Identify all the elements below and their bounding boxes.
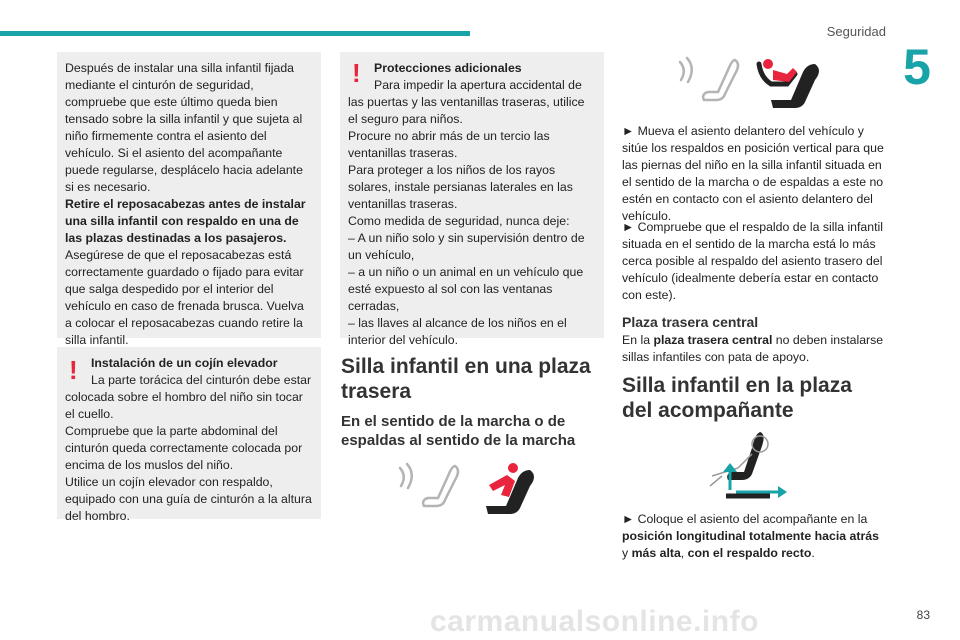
seat-empty-icon <box>400 464 458 506</box>
page-number: 83 <box>916 608 930 622</box>
protection-list-item: – A un niño solo y sin supervisión dentro de un vehículo, <box>348 231 585 262</box>
central-seat-heading: Plaza trasera central <box>622 314 759 330</box>
warning-box-protection <box>340 52 604 347</box>
rear-facing-illustration <box>675 54 825 112</box>
protection-text-3: Para proteger a los niños de los rayos solares, instale persianas laterales en las ventanillas traseras. <box>348 163 573 211</box>
info-box-headrest <box>57 52 321 347</box>
headrest-paragraph: Asegúrese de que el reposacabezas está correctamente guardado o fijado para evitar que salga despedido por el interior del vehículo en caso de frenada brusca. Vuelva a colocar el reposacabezas cuando retire la silla infantil. <box>65 248 304 347</box>
right-paragraph-1: ► Mueva el asiento delantero del vehículo y sitúe los respaldos en posición vertical para que las piernas del niño en la silla infantil situada en el sentido de la marcha o de espaldas a este no estén en contacto con el asiento delantero del vehículo. <box>622 124 884 223</box>
subheading-direction: En el sentido de la marcha o de espaldas al sentido de la marcha <box>341 413 576 449</box>
child-seat-rear-icon <box>759 59 819 108</box>
warning-exclamation-icon: ! <box>69 355 78 385</box>
central-seat-paragraph: En la plaza trasera central no deben instalarse sillas infantiles con pata de apoyo. <box>622 333 884 364</box>
protection-list-item: – las llaves al alcance de los niños en el interior del vehículo. <box>348 316 567 347</box>
booster-text-3: Utilice un cojín elevador con respaldo, equipado con una guía de cinturón a la altura del hombro. <box>65 475 312 523</box>
heading-passenger-seat: Silla infantil en la plaza del acompañante <box>622 374 852 422</box>
booster-text-1: La parte torácica del cinturón debe estar colocada sobre el hombro del niño sin tocar el cuello. <box>65 373 312 421</box>
protection-text-4: Como medida de seguridad, nunca deje: <box>348 214 570 228</box>
chapter-number: 5 <box>903 39 931 95</box>
protection-text-1: Para impedir la apertura accidental de las puertas y las ventanillas traseras, utilice el seguro para niños. <box>348 78 585 126</box>
protection-title: Protecciones adicionales <box>374 61 522 75</box>
rear-seat-illustration <box>395 460 540 518</box>
right-paragraph-2: ► Compruebe que el respaldo de la silla infantil situada en el sentido de la marcha está lo más cerca posible al respaldo del asiento trasero del vehículo (idealmente debería estar en contacto con este). <box>622 220 883 302</box>
section-title: Seguridad <box>826 24 886 39</box>
passenger-seat-paragraph: ► Coloque el asiento del acompañante en la posición longitudinal totalmente hacia atrás y más alta, con el respaldo recto. <box>622 512 879 560</box>
child-seat-icon <box>486 463 534 514</box>
protection-list-item: – a un niño o un animal en un vehículo que esté expuesto al sol con las ventanas cerradas, <box>348 265 584 313</box>
passenger-seat-adjust-illustration <box>690 428 790 500</box>
header-accent-bar <box>0 31 470 36</box>
seat-outline-icon <box>727 432 764 480</box>
warning-exclamation-icon: ! <box>352 58 361 88</box>
headrest-warning-bold: Retire el reposacabezas antes de instalar una silla infantil con respaldo en una de las plazas destinadas a los pasajeros. <box>65 197 306 245</box>
protection-text-2: Procure no abrir más de un tercio las ventanillas traseras. <box>348 129 550 160</box>
intro-paragraph: Después de instalar una silla infantil fijada mediante el cinturón de seguridad, compruebe que este último queda bien tensado sobre la silla infantil y que sujeta al niño firmemente contra el asiento del vehículo. Si el asiento del acompañante puede regularse, desplácelo hacia adelante si es necesario. <box>65 61 303 194</box>
booster-text-2: Compruebe que la parte abdominal del cinturón queda correctamente colocada por encima de los muslos del niño. <box>65 424 303 472</box>
warning-box-booster <box>57 347 321 523</box>
watermark-text: carmanualsonline.info <box>430 605 759 638</box>
booster-title: Instalación de un cojín elevador <box>91 356 278 370</box>
heading-rear-seat: Silla infantil en una plaza trasera <box>341 355 591 403</box>
seat-empty-icon <box>680 58 738 100</box>
